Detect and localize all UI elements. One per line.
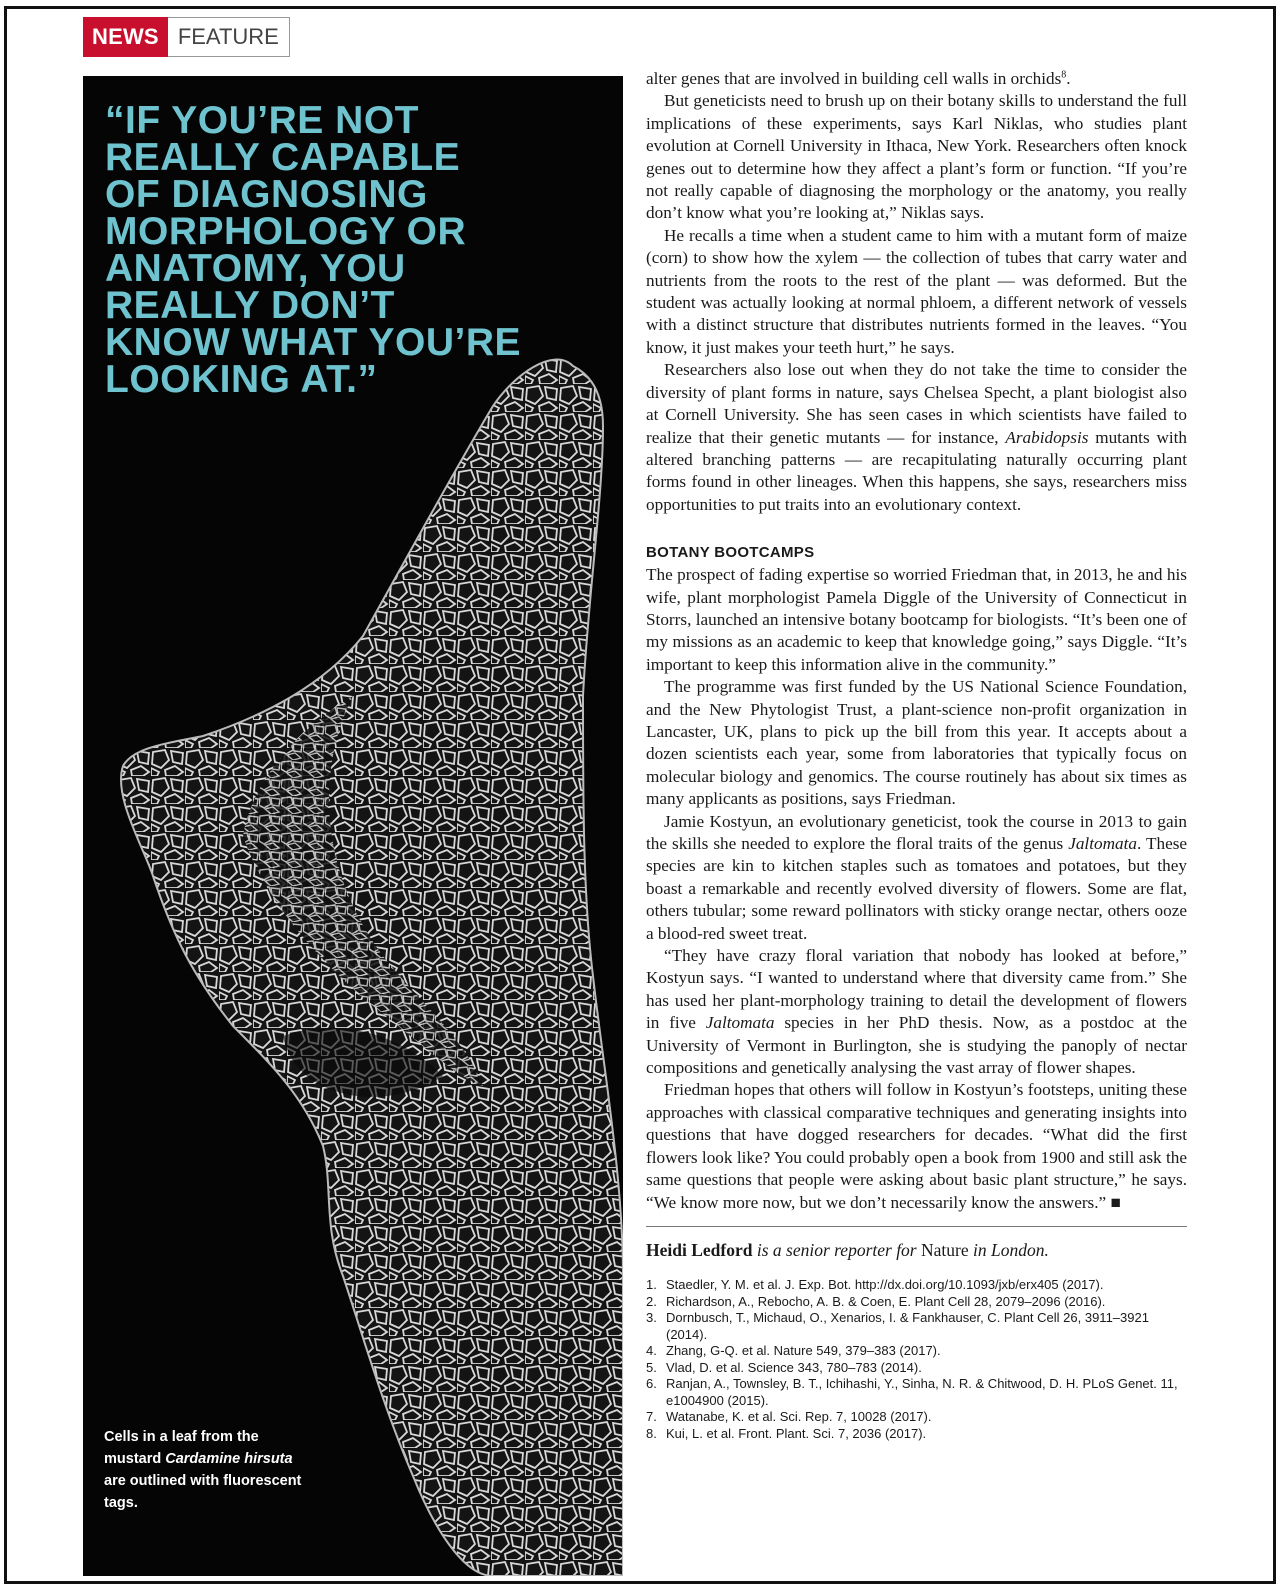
reference-number: 4. [646, 1343, 657, 1359]
reference-number: 7. [646, 1409, 657, 1425]
paragraph-7 [646, 811, 1187, 945]
reference-item [646, 1277, 1187, 1294]
reference-number: 6. [646, 1376, 657, 1392]
paragraph-2: But geneticists need to brush up on their botany skills to understand the full implications of these experiments, says Karl Niklas, who studies plant evolution at Cornell University in Ithaca, New York. Researchers often knock genes out to determine how they affect a plant’s form or function. “If you’re not really capable of diagnosing the morphology or the anatomy, you really don’t know what you’re looking at,” Niklas says. [646, 91, 1187, 223]
byline-role: is a senior reporter for [756, 1239, 917, 1260]
reference-item [646, 1360, 1187, 1377]
reference-number: 1. [646, 1277, 657, 1293]
paragraph-1 [646, 68, 1187, 90]
author-name: Heidi Ledford [646, 1239, 753, 1260]
paragraph-8 [646, 945, 1187, 1079]
paragraph-9: Friedman hopes that others will follow in Kostyun’s footsteps, uniting these approaches with classical comparative techniques and generating insights into questions that have dogged researchers for decades. “What did the first flowers look like? You could probably open a book from 1900 and still ask the same questions that people were asking about basic plant structure,” he says. “We know more now, but we don’t necessarily know the answers.” ■ [646, 1080, 1187, 1212]
reference-item [646, 1294, 1187, 1311]
paragraph-1-text: alter genes that are involved in building cell walls in orchids [646, 69, 1062, 88]
caption-text-1: Cells in a leaf from the mustard [104, 1429, 259, 1467]
paragraph-4a: Researchers also lose out when they do not take the time to consider the diversity of plant forms in nature, says Chelsea Specht, a plant biologist also at Cornell University. She has seen cases in which scientists have failed to realize that their genetic mutants — for instance, [646, 360, 1187, 447]
reference-item [646, 1343, 1187, 1360]
byline-location: in London. [973, 1239, 1049, 1260]
reference-item [646, 1426, 1187, 1443]
reference-text: Ranjan, A., Townsley, B. T., Ichihashi, Y., Sinha, N. R. & Chitwood, D. H. PLoS Genet. 11, e1004900 (2015). [666, 1376, 1178, 1408]
image-panel [83, 76, 623, 1576]
reference-number: 3. [646, 1310, 657, 1326]
paragraph-7b: . These species are kin to kitchen staples such as tomatoes and potatoes, but they boast a remarkable and recently evolved diversity of flowers. Some are flat, others tubular; some reward pollinators with sticky orange nectar, others ooze a blood-red sweet treat. [646, 834, 1188, 943]
image-caption [104, 1426, 304, 1514]
paragraph-5: The prospect of fading expertise so worried Friedman that, in 2013, he and his wife, plant morphologist Pamela Diggle of the University of Connecticut in Storrs, launched an intensive botany bootcamp for biologists. “It’s been one of my missions as an academic to keep that knowledge going,” says Diggle. “It’s important to keep this information alive in the community.” [646, 565, 1187, 674]
pull-quote: “IF YOU’RE NOT REALLY CAPABLE OF DIAGNOSING MORPHOLOGY OR ANATOMY, YOU REALLY DON’T KNOW WHAT YOU’RE LOOKING AT.” [105, 99, 522, 401]
section-heading: BOTANY BOOTCAMPS [646, 544, 815, 562]
species-arabidopsis: Arabidopsis [1005, 427, 1089, 447]
reference-text: Richardson, A., Rebocho, A. B. & Coen, E. Plant Cell 28, 2079–2096 (2016). [666, 1293, 1106, 1309]
news-label: NEWS [83, 17, 168, 57]
paragraph-1-end: . [1066, 69, 1071, 88]
article-column [646, 68, 1187, 1442]
genus-jaltomata: Jaltomata [1068, 834, 1137, 853]
citation-8: 8 [1061, 69, 1067, 81]
paragraph-7a: Jamie Kostyun, an evolutionary geneticist, took the course in 2013 to gain the skills she needed to explore the floral traits of the genus [646, 811, 1187, 853]
divider [646, 1226, 1187, 1227]
section-tag [83, 17, 290, 57]
paragraph-8b: species in her PhD thesis. Now, as a postdoc at the University of Vermont in Burlington, she is studying the panoply of nectar compositions and genetically analysing the vast array of flower shapes. [646, 1013, 1188, 1078]
reference-text: Staedler, Y. M. et al. J. Exp. Bot. http://dx.doi.org/10.1093/jxb/erx405 (2017). [666, 1277, 1104, 1293]
reference-number: 8. [646, 1425, 657, 1441]
paragraph-4b: mutants with altered branching patterns — are recapitulating naturally occurring plant forms found in other lineages. When this happens, she says, researchers miss opportunities to put traits into an evolutionary context. [646, 427, 1187, 514]
reference-item [646, 1310, 1187, 1343]
reference-item [646, 1409, 1187, 1426]
reference-number: 5. [646, 1359, 657, 1375]
paragraph-6: The programme was first funded by the US National Science Foundation, and the New Phytologist Trust, a plant-science non-profit organization in Lancaster, UK, plans to pick up the bill from this year. It accepts about a dozen scientists each year, some from laboratories that typically focus on molecular biology and genomics. The course routinely has about six times as many applicants as positions, says Friedman. [646, 677, 1187, 809]
byline-journal: Nature [921, 1239, 969, 1260]
caption-text-2: are outlined with fluorescent tags. [104, 1473, 302, 1511]
reference-item [646, 1376, 1187, 1409]
paragraph-4 [646, 359, 1187, 516]
byline [646, 1239, 1187, 1261]
reference-text: Vlad, D. et al. Science 343, 780–783 (2014). [666, 1359, 922, 1375]
reference-text: Zhang, G-Q. et al. Nature 549, 379–383 (2017). [666, 1343, 941, 1359]
genus-jaltomata-2: Jaltomata [705, 1013, 775, 1033]
feature-label: FEATURE [168, 17, 290, 57]
reference-list [646, 1277, 1187, 1442]
reference-number: 2. [646, 1293, 657, 1309]
caption-species: Cardamine hirsuta [165, 1451, 293, 1467]
paragraph-3: He recalls a time when a student came to him with a mutant form of maize (corn) to show how the xylem — the collection of tubes that carry water and nutrients from the roots to the rest of the plant — was deformed. But the student was actually looking at normal phloem, a different network of vessels with a distinct structure that distributes nutrients formed in the leaves. “You know, it just makes your teeth hurt,” he says. [646, 225, 1187, 357]
reference-text: Dornbusch, T., Michaud, O., Xenarios, I. & Fankhauser, C. Plant Cell 26, 3911–3921 (2014). [666, 1310, 1149, 1342]
reference-text: Watanabe, K. et al. Sci. Rep. 7, 10028 (2017). [666, 1409, 932, 1425]
paragraph-8a: “They have crazy floral variation that nobody has looked at before,” Kostyun says. “I wanted to understand where that diversity came from.” She has used her plant-morphology training to detail the development of flowers in five [646, 946, 1187, 1033]
reference-text: Kui, L. et al. Front. Plant. Sci. 7, 2036 (2017). [666, 1425, 927, 1441]
